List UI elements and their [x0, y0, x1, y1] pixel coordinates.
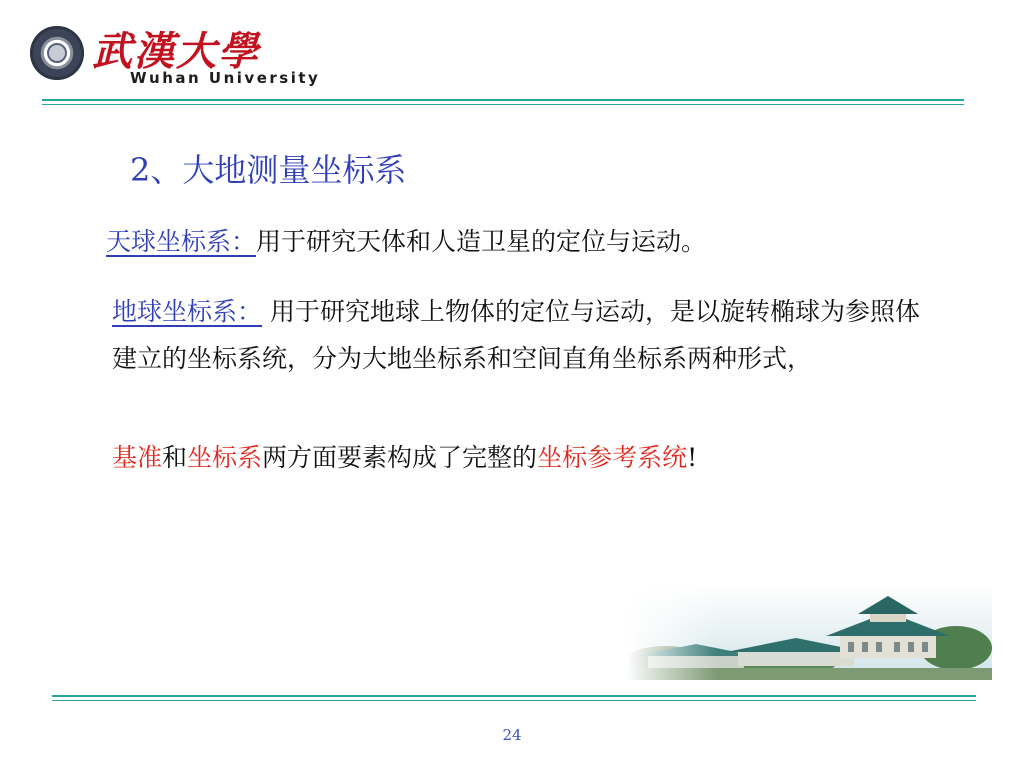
celestial-term: 天球坐标系： — [106, 227, 257, 256]
middle-text: 两方面要素构成了完整的 — [262, 443, 538, 472]
logo-english-text: Wuhan University — [130, 69, 321, 87]
footer-divider — [52, 695, 976, 697]
header-divider — [42, 99, 964, 101]
exclamation: ! — [687, 443, 698, 472]
celestial-coordinate-line — [106, 222, 706, 258]
campus-buildings-image — [626, 586, 992, 680]
university-emblem-icon — [30, 26, 84, 80]
logo-chinese-text: 武漢大學 — [92, 28, 260, 75]
slide-title: 2、大地测量坐标系 — [130, 151, 407, 189]
terrestrial-coordinate-paragraph — [112, 288, 932, 382]
footer-divider-thin — [52, 700, 976, 701]
reference-system-line — [112, 438, 697, 474]
connector-text: 和 — [162, 443, 188, 472]
terrestrial-term: 地球坐标系： — [112, 297, 263, 326]
terrestrial-description: 用于研究地球上物体的定位与运动，是以旋转椭球为参照体建立的坐标系统，分为大地坐标系和空间直角坐标系两种形式， — [112, 297, 920, 373]
coordinate-system-term: 坐标系 — [187, 443, 263, 472]
reference-system-term: 坐标参考系统 — [537, 443, 688, 472]
celestial-description: 用于研究天体和人造卫星的定位与运动。 — [256, 227, 707, 256]
header-divider-thin — [42, 104, 964, 105]
page-number: 24 — [502, 726, 522, 744]
datum-term: 基准 — [112, 443, 163, 472]
